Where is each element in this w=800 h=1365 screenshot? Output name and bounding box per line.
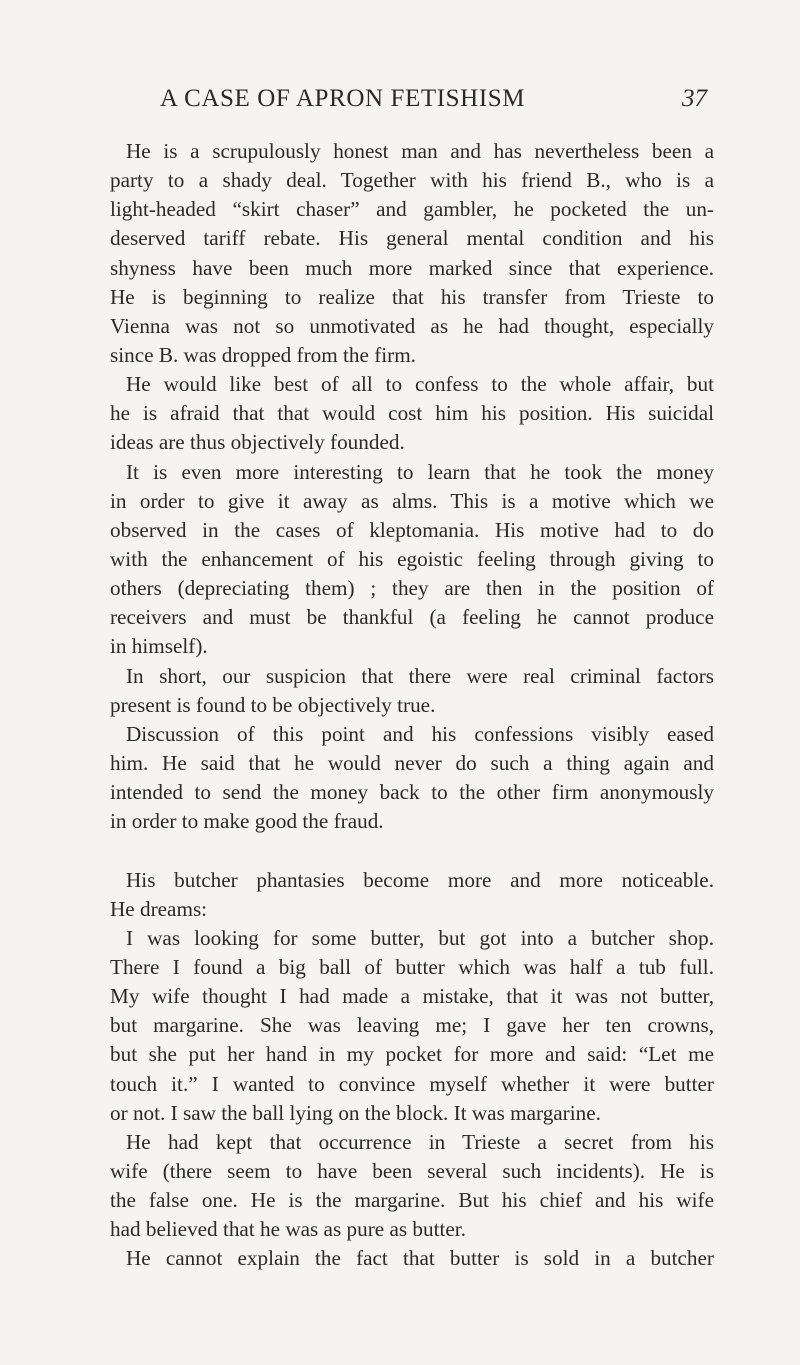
text-line: in order to give it away as alms. This is a motive which we [110,488,714,513]
text-line: others (depreciating them) ; they are then in the position of [110,576,714,601]
text-line: wife (there seem to have been several such incidents). He is [110,1158,714,1183]
text-line: present is found to be objectively true. [110,692,436,717]
text-line: He dreams: [110,896,208,921]
text-line: or not. I saw the ball lying on the block. It was margarine. [110,1100,601,1125]
text-line: observed in the cases of kleptomania. His motive had to do [110,517,714,542]
text-line: party to a shady deal. Together with his friend B., who is a [110,168,714,193]
text-line: He had kept that occurrence in Trieste a secret from his [126,1129,714,1154]
text-line: light-headed “skirt chaser” and gambler, he pocketed the un- [110,197,714,222]
text-line: He is a scrupulously honest man and has nevertheless been a [126,139,714,163]
text-line: Vienna was not so unmotivated as he had thought, especially [110,313,714,338]
text-line: he is afraid that that would cost him his position. His suicidal [110,401,714,426]
text-line: Discussion of this point and his confessions visibly eased [126,721,714,746]
text-line: had believed that he was as pure as butter. [110,1217,466,1242]
running-title: A CASE OF APRON FETISHISM [160,85,526,112]
text-line: the false one. He is the margarine. But his chief and his wife [110,1188,714,1213]
text-line: He would like best of all to confess to the whole affair, but [126,372,714,397]
text-line: with the enhancement of his egoistic feeling through giving to [110,546,714,571]
text-line: shyness have been much more marked since that experience. [110,255,714,280]
page-number: 37 [682,85,707,112]
text-line: in order to make good the fraud. [110,809,384,834]
text-line: His butcher phantasies become more and more noticeable. [126,867,714,892]
text-line: but margarine. She was leaving me; I gave her ten crowns, [110,1013,714,1038]
running-head [0,84,800,114]
text-line: in himself). [110,634,208,659]
text-line: I was looking for some butter, but got into a butcher shop. [126,925,714,950]
text-line: intended to send the money back to the other firm anonymously [110,780,714,805]
text-line: In short, our suspicion that there were real criminal factors [126,663,714,688]
text-line: It is even more interesting to learn that he took the money [126,459,714,484]
text-line: There I found a big ball of butter which was half a tub full. [110,954,714,979]
text-line: receivers and must be thankful (a feeling he cannot produce [110,605,714,630]
text-line: He is beginning to realize that his transfer from Trieste to [110,284,714,309]
text-line: since B. was dropped from the firm. [110,342,416,367]
text-line: ideas are thus objectively founded. [110,430,405,455]
text-line: He cannot explain the fact that butter is sold in a butcher [126,1246,714,1271]
text-line: but she put her hand in my pocket for more and said: “Let me [110,1042,714,1067]
text-line: My wife thought I had made a mistake, that it was not butter, [110,984,714,1009]
paragraph-gap [110,836,714,865]
text-line: him. He said that he would never do such a thing again and [110,750,714,775]
text-line: deserved tariff rebate. His general mental condition and his [110,226,714,251]
body-text [110,137,714,1273]
text-line: touch it.” I wanted to convince myself whether it were butter [110,1071,714,1096]
